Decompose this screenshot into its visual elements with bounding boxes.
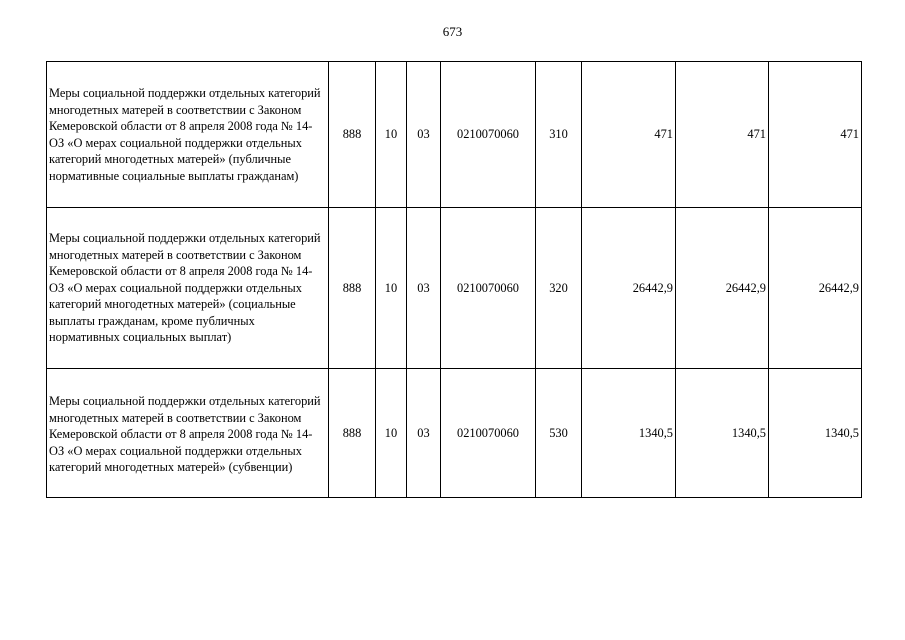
ministry-code: 888 xyxy=(329,208,376,369)
expense-type-code: 310 xyxy=(536,62,582,208)
ministry-code: 888 xyxy=(329,62,376,208)
amount-year-3: 471 xyxy=(769,62,862,208)
subsection-code: 03 xyxy=(407,369,441,498)
page-number: 673 xyxy=(442,24,463,39)
amount-year-2: 1340,5 xyxy=(676,369,769,498)
ministry-code: 888 xyxy=(329,369,376,498)
target-article-code: 0210070060 xyxy=(441,62,536,208)
amount-year-1: 471 xyxy=(582,62,676,208)
row-description: Меры социальной поддержки отдельных категорий многодетных матерей в соответствии с Законом Кемеровской области от 8 апреля 2008 года № 14-ОЗ «О мерах социальной поддержки отдельных категорий многодетных матерей» (публичные нормативные социальные выплаты гражданам) xyxy=(47,62,329,208)
section-code: 10 xyxy=(376,369,407,498)
amount-year-2: 471 xyxy=(676,62,769,208)
row-description: Меры социальной поддержки отдельных категорий многодетных матерей в соответствии с Законом Кемеровской области от 8 апреля 2008 года № 14-ОЗ «О мерах социальной поддержки отдельных категорий многодетных матерей» (субвенции) xyxy=(47,369,329,498)
table-row xyxy=(47,369,862,498)
amount-year-1: 1340,5 xyxy=(582,369,676,498)
amount-year-1: 26442,9 xyxy=(582,208,676,369)
amount-year-2: 26442,9 xyxy=(676,208,769,369)
subsection-code: 03 xyxy=(407,62,441,208)
target-article-code: 0210070060 xyxy=(441,369,536,498)
expense-type-code: 530 xyxy=(536,369,582,498)
table-row xyxy=(47,62,862,208)
subsection-code: 03 xyxy=(407,208,441,369)
section-code: 10 xyxy=(376,62,407,208)
section-code: 10 xyxy=(376,208,407,369)
budget-table xyxy=(46,61,862,498)
amount-year-3: 26442,9 xyxy=(769,208,862,369)
row-description: Меры социальной поддержки отдельных категорий многодетных матерей в соответствии с Законом Кемеровской области от 8 апреля 2008 года № 14-ОЗ «О мерах социальной поддержки отдельных категорий многодетных матерей» (социальные выплаты гражданам, кроме публичных нормативных социальных выплат) xyxy=(47,208,329,369)
target-article-code: 0210070060 xyxy=(441,208,536,369)
table-row xyxy=(47,208,862,369)
expense-type-code: 320 xyxy=(536,208,582,369)
amount-year-3: 1340,5 xyxy=(769,369,862,498)
